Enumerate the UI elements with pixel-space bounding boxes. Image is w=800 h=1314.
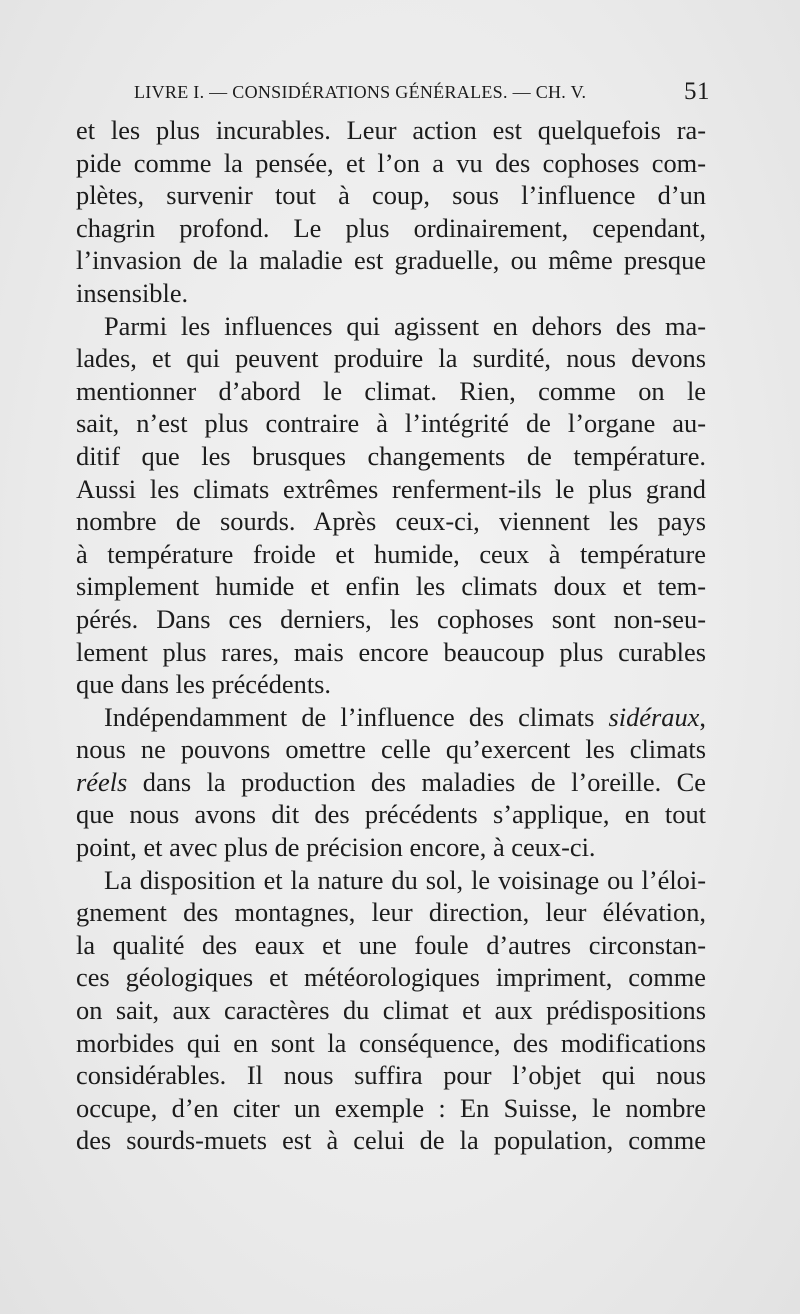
text-line: mentionner d’abord le climat. Rien, comme on le xyxy=(76,375,706,406)
text-line: occupe, d’en citer un exemple : En Suisse, le nombre xyxy=(76,1092,706,1123)
italic-word: réels xyxy=(76,766,128,797)
text-line: des sourds-muets est à celui de la population, comme xyxy=(76,1125,706,1156)
text-line: nombre de sourds. Après ceux-ci, viennent les pays xyxy=(76,506,706,537)
paragraph-2 xyxy=(76,310,706,701)
text-line: point, et avec plus de précision encore, à ceux-ci. xyxy=(76,832,596,863)
text-line-with-italic: réels dans la production des maladies de l’oreille. Ce xyxy=(76,766,706,797)
text-line: la qualité des eaux et une foule d’autres circonstan- xyxy=(76,929,706,960)
text-line: lement plus rares, mais encore beaucoup plus curables xyxy=(76,636,706,667)
page-number: 51 xyxy=(684,78,710,105)
text-line: insensible. xyxy=(76,277,189,308)
text-line: gnement des montagnes, leur direction, leur élévation, xyxy=(76,897,706,928)
text-line: ces géologiques et météorologiques impriment, comme xyxy=(76,962,706,993)
text-line: simplement humide et enfin les climats doux et tem- xyxy=(76,571,706,602)
running-head-title: LIVRE I. — CONSIDÉRATIONS GÉNÉRALES. — CH. V. xyxy=(134,82,587,102)
text-line: pérés. Dans ces derniers, les cophoses sont non-seu- xyxy=(76,603,706,634)
text-line: nous ne pouvons omettre celle qu’exercent les climats xyxy=(76,734,706,765)
running-head xyxy=(78,78,714,108)
text-line: Aussi les climats extrêmes renferment-ils le plus grand xyxy=(76,473,706,504)
text-line: que nous avons dit des précédents s’applique, en tout xyxy=(76,799,706,830)
text-line: ditif que les brusques changements de température. xyxy=(76,440,706,471)
text-line: lades, et qui peuvent produire la surdité, nous devons xyxy=(76,343,706,374)
text-line: que dans les précédents. xyxy=(76,669,332,700)
text-line: l’invasion de la maladie est graduelle, ou même presque xyxy=(76,245,706,276)
text-line: sait, n’est plus contraire à l’intégrité de l’organe au- xyxy=(76,408,706,439)
text-line: chagrin profond. Le plus ordinairement, cependant, xyxy=(76,212,706,243)
italic-word: sidéraux xyxy=(608,701,700,732)
text-line: à température froide et humide, ceux à température xyxy=(76,538,706,569)
paragraph-4 xyxy=(76,864,706,1157)
text-line: plètes, survenir tout à coup, sous l’influence d’un xyxy=(76,180,706,211)
text-line: La disposition et la nature du sol, le voisinage ou l’éloi- xyxy=(104,864,706,895)
body-text xyxy=(76,114,706,1157)
text-line-with-italic: Indépendamment de l’influence des climats sidéraux, xyxy=(104,701,706,732)
text-line: Parmi les influences qui agissent en dehors des ma- xyxy=(104,310,706,341)
text-line: on sait, aux caractères du climat et aux prédispositions xyxy=(76,995,706,1026)
paragraph-3 xyxy=(76,701,706,864)
text-line: et les plus incurables. Leur action est quelquefois ra- xyxy=(76,115,706,145)
text-line: considérables. Il nous suffira pour l’objet qui nous xyxy=(76,1060,706,1091)
paragraph-1 xyxy=(76,114,706,310)
text-line: morbides qui en sont la conséquence, des modifications xyxy=(76,1027,706,1058)
text-line: pide comme la pensée, et l’on a vu des cophoses com- xyxy=(76,147,706,178)
